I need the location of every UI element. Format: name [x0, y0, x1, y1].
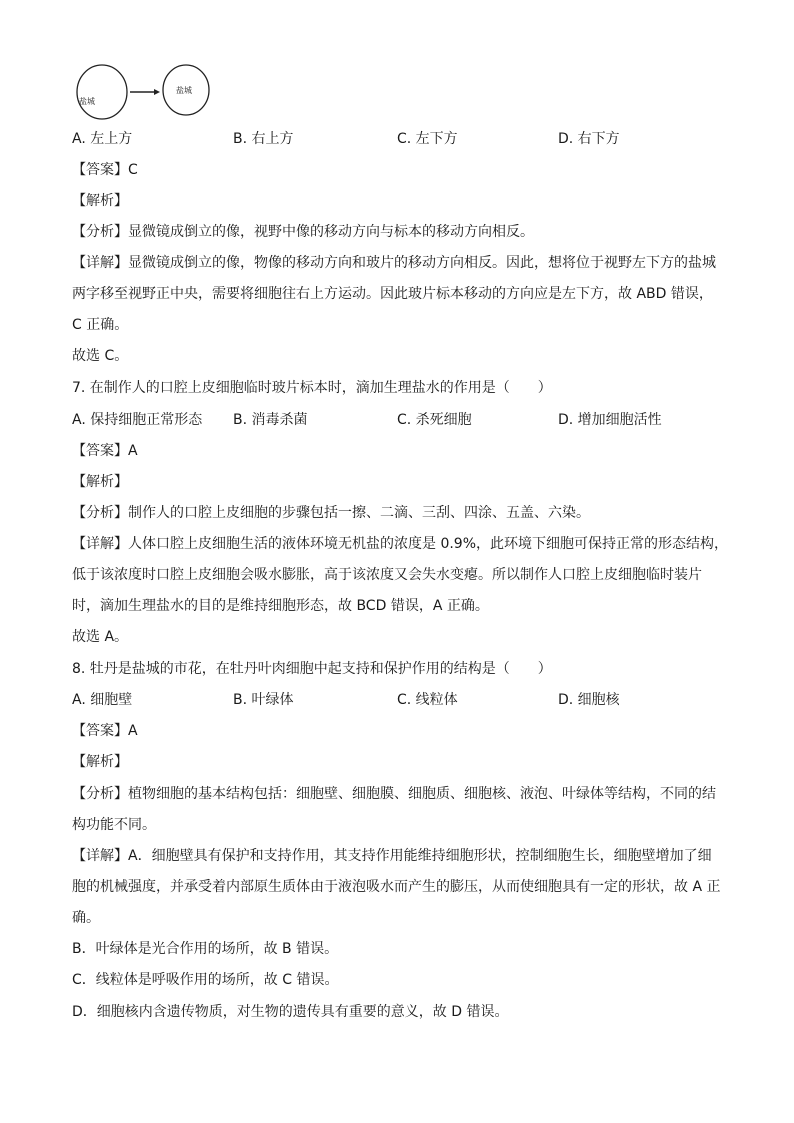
left-view-circle [77, 65, 127, 119]
q6-option-d: D. 右下方 [558, 131, 620, 147]
q8-option-b-explanation: B．叶绿体是光合作用的场所，故 B 错误。 [72, 941, 339, 957]
q7-conclusion: 故选 A。 [72, 629, 129, 645]
q8-answer: 【答案】A [72, 723, 138, 739]
q8-detail-line-3: 确。 [72, 910, 100, 926]
q6-option-c: C. 左下方 [397, 131, 458, 147]
q8-jiexi-heading: 【解析】 [72, 754, 128, 770]
q7-option-d: D. 增加细胞活性 [558, 412, 662, 428]
q7-option-c: C. 杀死细胞 [397, 412, 472, 428]
q6-detail-line-1: 【详解】显微镜成倒立的像，物像的移动方向和玻片的移动方向相反。因此，想将位于视野左下方的盐城 [72, 255, 716, 271]
right-circle-label: 盐城 [176, 86, 192, 95]
q6-option-b: B. 右上方 [233, 131, 294, 147]
q7-option-b: B. 消毒杀菌 [233, 412, 308, 428]
q7-detail-line-2: 低于该浓度时口腔上皮细胞会吸水膨胀，高于该浓度又会失水变瘪。所以制作人口腔上皮细胞临时装片 [72, 567, 702, 583]
q8-detail-line-1: 【详解】A．细胞壁具有保护和支持作用，其支持作用能维持细胞形状，控制细胞生长，细胞壁增加了细 [72, 848, 712, 864]
q8-question: 8. 牡丹是盐城的市花，在牡丹叶肉细胞中起支持和保护作用的结构是（ ） [72, 661, 552, 677]
q6-answer: 【答案】C [72, 162, 138, 178]
q7-jiexi-heading: 【解析】 [72, 474, 128, 490]
q8-analysis-line-2: 构功能不同。 [72, 817, 156, 833]
q6-option-a: A. 左上方 [72, 131, 133, 147]
q7-analysis: 【分析】制作人的口腔上皮细胞的步骤包括一擦、二滴、三刮、四涂、五盖、六染。 [72, 505, 590, 521]
q8-option-c-explanation: C．线粒体是呼吸作用的场所，故 C 错误。 [72, 972, 339, 988]
q8-option-a: A. 细胞壁 [72, 692, 133, 708]
q6-conclusion: 故选 C。 [72, 348, 129, 364]
q6-detail-line-2: 两字移至视野正中央，需要将细胞往右上方运动。因此玻片标本移动的方向应是左下方，故 ABD 错误， [72, 286, 713, 302]
q7-question: 7. 在制作人的口腔上皮细胞临时玻片标本时，滴加生理盐水的作用是（ ） [72, 380, 552, 396]
q7-answer: 【答案】A [72, 443, 138, 459]
q7-detail-line-1: 【详解】人体口腔上皮细胞生活的液体环境无机盐的浓度是 0.9%，此环境下细胞可保持正常的形态结构， [72, 536, 729, 552]
left-circle-label: 盐城 [79, 97, 95, 106]
q8-option-c: C. 线粒体 [397, 692, 458, 708]
q7-detail-line-3: 时，滴加生理盐水的目的是维持细胞形态，故 BCD 错误，A 正确。 [72, 598, 489, 614]
q8-option-d-explanation: D．细胞核内含遗传物质，对生物的遗传具有重要的意义，故 D 错误。 [72, 1004, 509, 1020]
field-of-view-diagram [76, 62, 216, 122]
arrow-head [154, 89, 160, 95]
diagram-svg [76, 62, 216, 122]
q6-detail-line-3: C 正确。 [72, 317, 129, 333]
q8-option-d: D. 细胞核 [558, 692, 620, 708]
q8-detail-line-2: 胞的机械强度，并承受着内部原生质体由于液泡吸水而产生的膨压，从而使细胞具有一定的形状，故 A 正 [72, 879, 721, 895]
q7-option-a: A. 保持细胞正常形态 [72, 412, 203, 428]
q6-analysis: 【分析】显微镜成倒立的像，视野中像的移动方向与标本的移动方向相反。 [72, 224, 534, 240]
q6-jiexi-heading: 【解析】 [72, 193, 128, 209]
q8-option-b: B. 叶绿体 [233, 692, 294, 708]
q8-analysis-line-1: 【分析】植物细胞的基本结构包括：细胞壁、细胞膜、细胞质、细胞核、液泡、叶绿体等结构，不同的结 [72, 786, 716, 802]
